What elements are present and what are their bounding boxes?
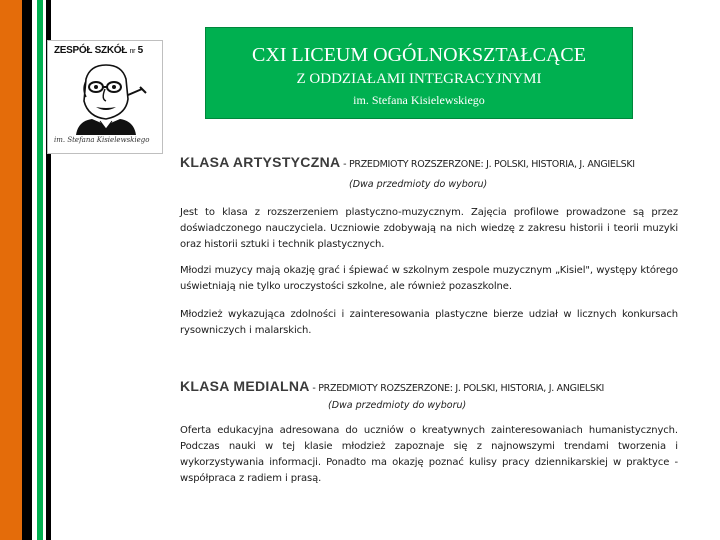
- class-name: KLASA ARTYSTYCZNA: [180, 154, 341, 170]
- choice-note: (Dwa przedmioty do wyboru): [349, 179, 488, 190]
- class-heading: [180, 154, 678, 170]
- class-section-media: [180, 378, 678, 487]
- class-paragraph: Oferta edukacyjna adresowana do uczniów o kreatywnych zainteresowaniach humanistycznych. Podczas nauki w tej klasie młodzież zapoznaje się z najnowszymi trendami tworzenia i wykorzystywania informacji. Ponadto ma okazję poznać kulisy pracy dziennikarskiej w praktyce - współpraca z radiem i prasą.: [180, 425, 678, 484]
- title-banner: [205, 27, 633, 119]
- school-patron: im. Stefana Kisielewskiego: [353, 93, 485, 107]
- school-title: CXI LICEUM OGÓLNOKSZTAŁCĄCE: [252, 44, 586, 66]
- class-paragraph: Młodzi muzycy mają okazję grać i śpiewać w szkolnym zespole muzycznym „Kisiel", występy którego uświetniają nie tylko uroczystości szkolne, ale również pozaszkolne.: [180, 265, 678, 292]
- logo-number-prefix: nr: [129, 48, 136, 55]
- orange-stripe: [0, 0, 22, 540]
- class-extended-subjects: - PRZEDMIOTY ROZSZERZONE: J. POLSKI, HISTORIA, J. ANGIELSKI: [340, 159, 635, 170]
- black-stripe: [22, 0, 32, 540]
- class-extended-subjects: - PRZEDMIOTY ROZSZERZONE: J. POLSKI, HISTORIA, J. ANGIELSKI: [309, 383, 605, 394]
- logo-school-number: 5: [137, 45, 143, 56]
- school-subtitle: Z ODDZIAŁAMI INTEGRACYJNYMI: [296, 71, 542, 87]
- class-paragraph: Jest to klasa z rozszerzeniem plastyczno-muzycznym. Zajęcia profilowe prowadzone są przez doświadczonego nauczyciela. Uczniowie zdobywają na nich wiedzę z zakresu historii i teorii muzyki oraz historii sztuki i technik plastycznych.: [180, 207, 678, 250]
- class-paragraph: Młodzież wykazująca zdolności i zainteresowania plastyczne bierze udział w licznych konkursach rysowniczych i malarskich.: [180, 309, 678, 336]
- class-section-art: [180, 154, 678, 339]
- logo-school-name: ZESPÓŁ SZKÓŁ: [54, 45, 128, 56]
- logo-signature: im. Stefana Kisielewskiego: [54, 136, 150, 144]
- class-heading: [180, 378, 678, 394]
- class-name: KLASA MEDIALNA: [180, 378, 310, 394]
- choice-note: (Dwa przedmioty do wyboru): [328, 400, 467, 411]
- school-logo: [47, 40, 163, 154]
- portrait-caricature-icon: [56, 59, 154, 135]
- logo-title: [54, 45, 143, 56]
